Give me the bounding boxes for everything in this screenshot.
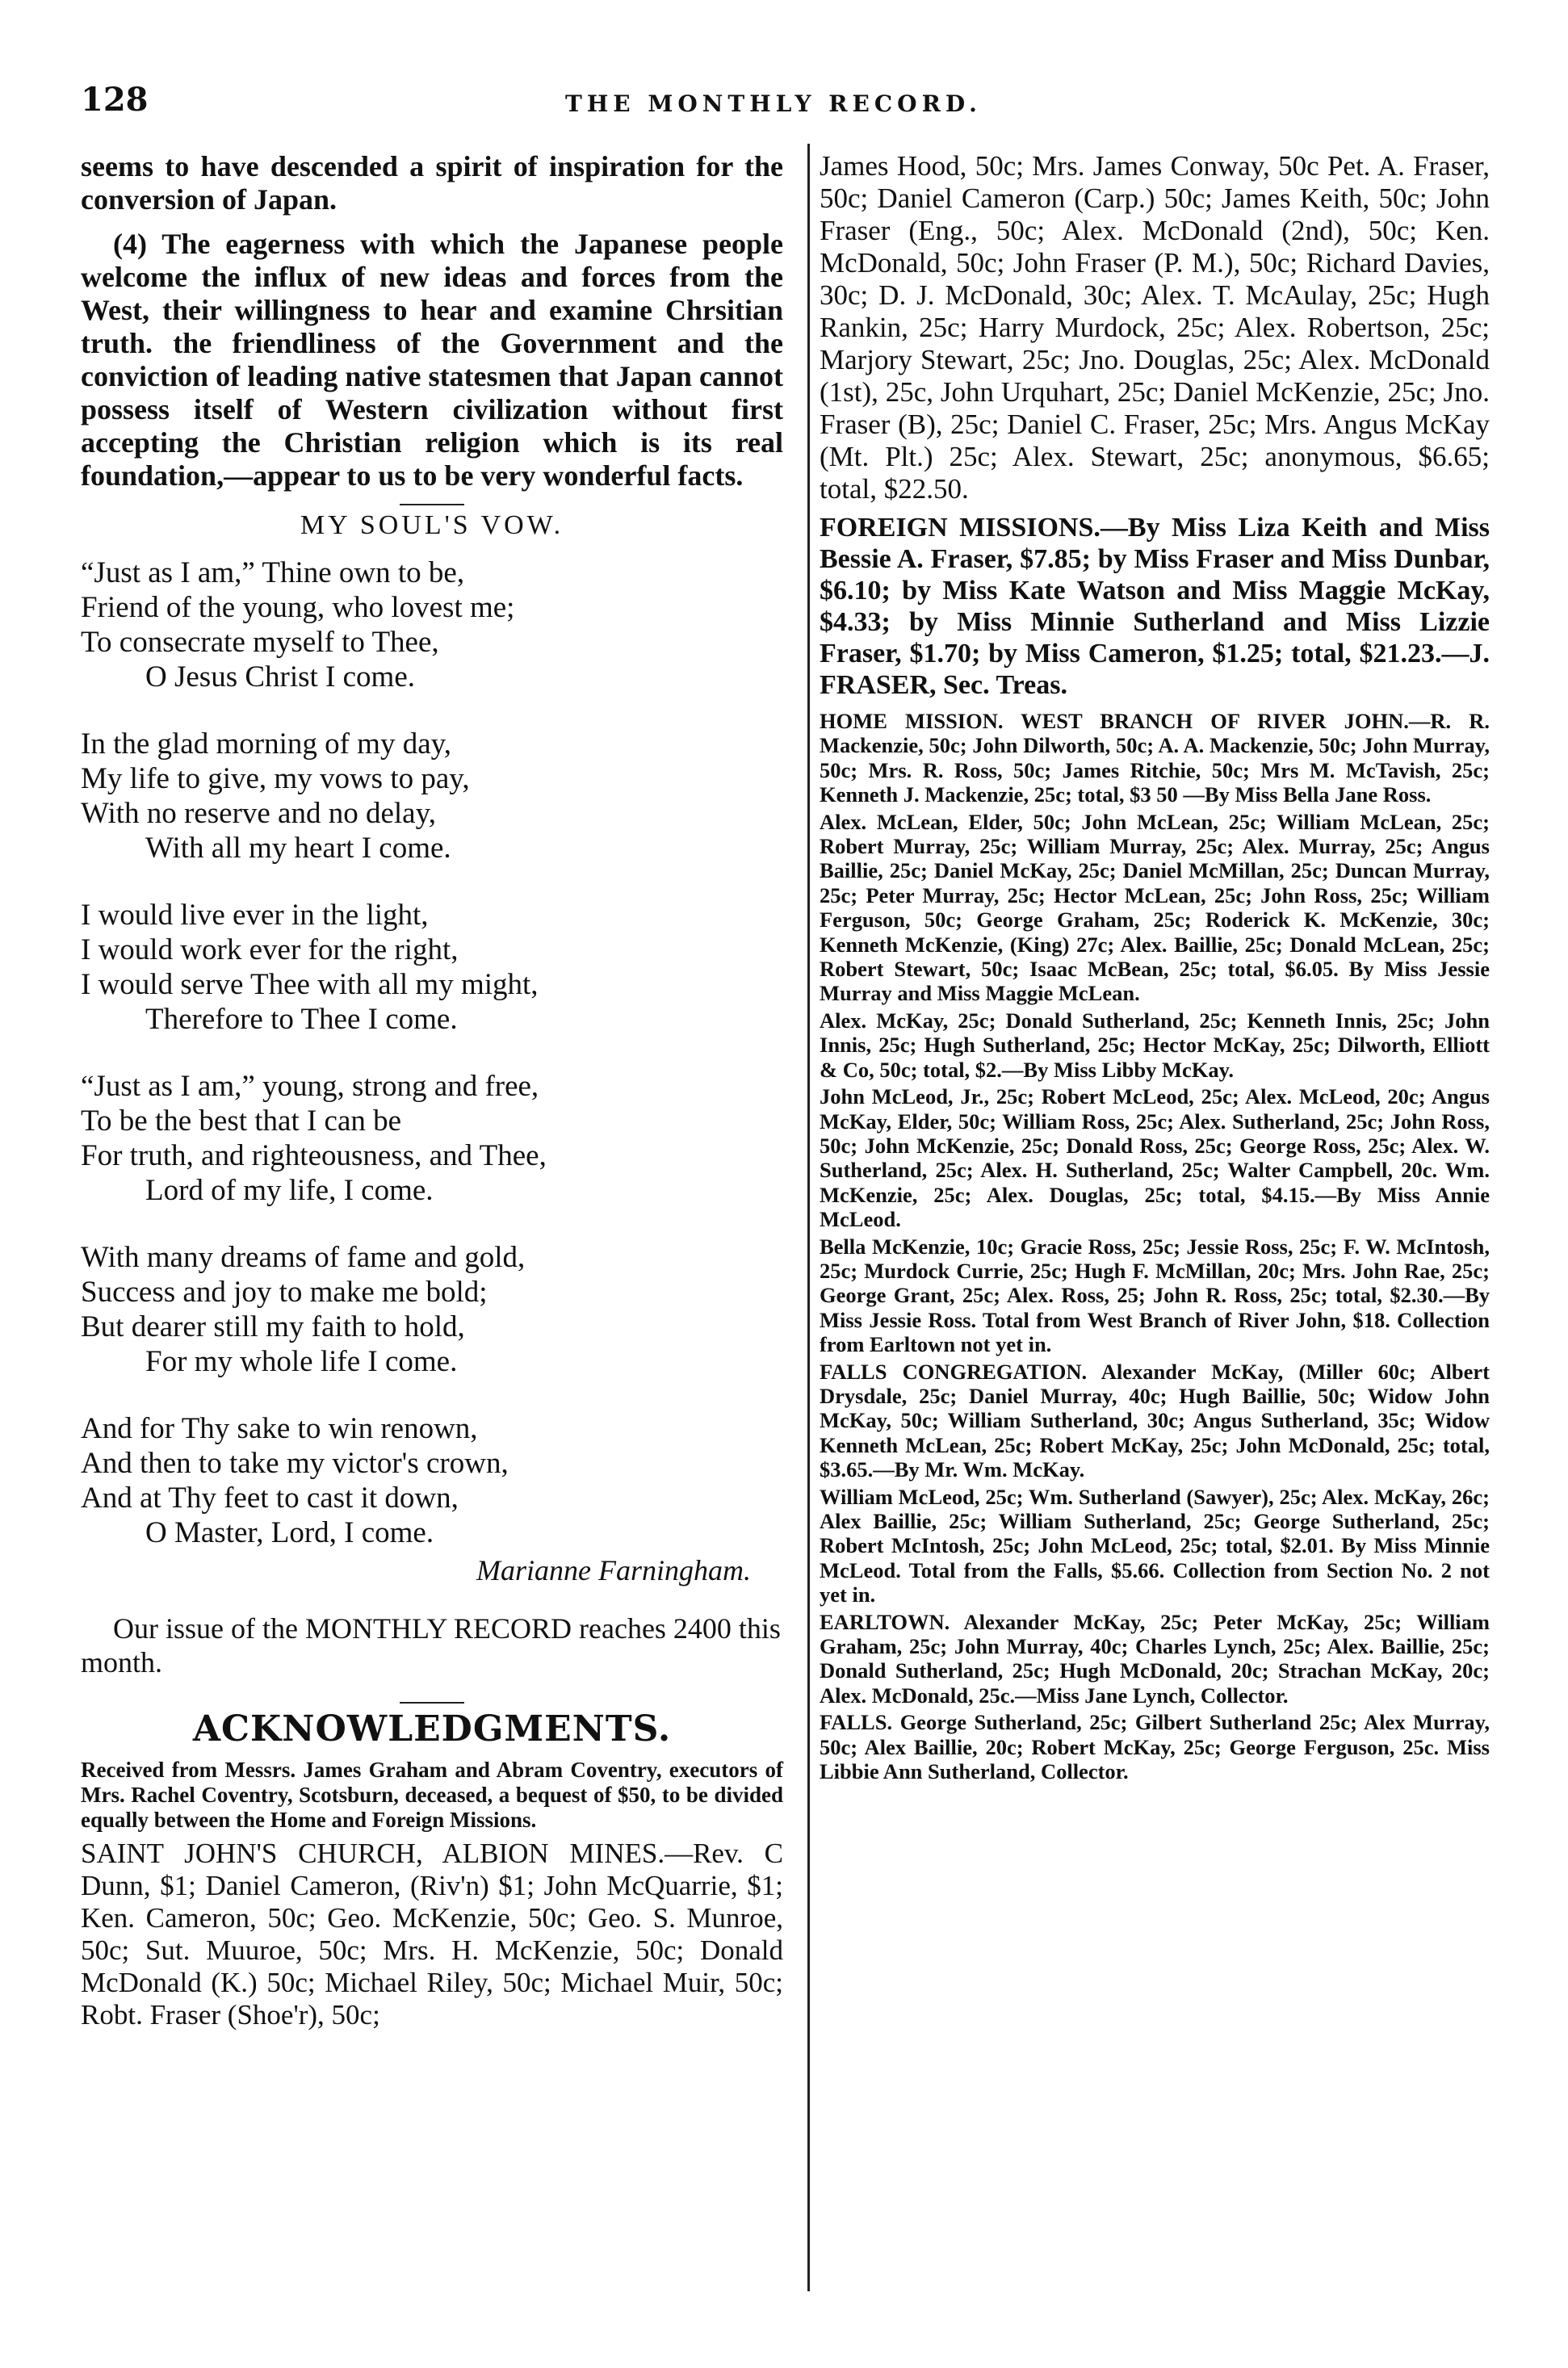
poem-line: I would work ever for the right,: [81, 933, 459, 966]
poem-line: “Just as I am,” young, strong and free,: [81, 1070, 539, 1103]
acknowledgment-entry: SAINT JOHN'S CHURCH, ALBION MINES.—Rev. C Dunn, $1; Daniel Cameron, (Riv'n) $1; John McQuarrie, $1; Ken. Cameron, 50c; Geo. McKenzie, 50c; Geo. S. Munroe, 50c; Sut. Muuroe, 50c; Mrs. H. McKenzie, 50c; Donald McDonald (K.) 50c; Michael Riley, 50c; Michael Muir, 50c; Robt. Fraser (Shoe'r), 50c;: [81, 1838, 783, 2031]
acknowledgment-entry: FALLS. George Sutherland, 25c; Gilbert Sutherland 25c; Alex Murray, 50c; Alex Baillie, 20c; Robert McKay, 25c; George Ferguson, 25c. Miss Libbie Ann Sutherland, Collector.: [820, 1710, 1490, 1784]
poem-line: With no reserve and no delay,: [81, 797, 436, 830]
acknowledgment-entry: EARLTOWN. Alexander McKay, 25c; Peter McKay, 25c; William Graham, 25c; John Murray, 40c; Charles Lynch, 25c; Alex. Baillie, 25c; Donald Sutherland, 25c; Hugh McDonald, 20c; Strachan McKay, 20c; Alex. McDonald, 25c.—Miss Jane Lynch, Collector.: [820, 1609, 1490, 1708]
poem-line: And for Thy sake to win renown,: [81, 1412, 478, 1445]
poem-stanza: [81, 1240, 783, 1379]
section-rule: [400, 504, 464, 505]
poem-line: Success and joy to make me bold;: [81, 1276, 488, 1309]
acknowledgment-entry: FOREIGN MISSIONS.—By Miss Liza Keith and Miss Bessie A. Fraser, $7.85; by Miss Fraser and Miss Dunbar, $6.10; by Miss Kate Watson and Miss Maggie McKay, $4.33; by Miss Minnie Sutherland and Miss Lizzie Fraser, $1.70; by Miss Cameron, $1.25; total, $21.23.—J. FRASER, Sec. Treas.: [820, 513, 1490, 700]
poem-line: In the glad morning of my day,: [81, 727, 451, 761]
acknowledgment-entry: Bella McKenzie, 10c; Gracie Ross, 25c; Jessie Ross, 25c; F. W. McIntosh, 25c; Murdock Currie, 25c; Hugh F. McMillan, 20c; Mrs. John Rae, 25c; George Grant, 25c; Alex. Ross, 25; John R. Ross, 25c; total, $2.30.—By Miss Jessie Ross. Total from West Branch of River John, $18. Collection from Earltown not yet in.: [820, 1234, 1490, 1357]
poem-line: I would serve Thee with all my might,: [81, 968, 539, 1001]
acknowledgment-entry: Alex. McKay, 25c; Donald Sutherland, 25c; Kenneth Innis, 25c; John Innis, 25c; Hugh Sutherland, 25c; Hector McKay, 25c; Dilworth, Elliott & Co, 50c; total, $2.—By Miss Libby McKay.: [820, 1008, 1490, 1082]
acknowledgment-entry: John McLeod, Jr., 25c; Robert McLeod, 25c; Alex. McLeod, 20c; Angus McKay, Elder, 50c; William Ross, 25c; Alex. Sutherland, 25c; John Ross, 50c; John McKenzie, 25c; Donald Ross, 25c; George Ross, 25c; Alex. W. Sutherland, 25c; Alex. H. Sutherland, 25c; Walter Campbell, 20c. Wm. McKenzie, 25c; Alex. Douglas, 25c; total, $4.15.—By Miss Annie McLeod.: [820, 1084, 1490, 1232]
acknowledgment-entry: FALLS CONGREGATION. Alexander McKay, (Miller 60c; Albert Drysdale, 25c; Daniel Murray, 40c; Hugh Baillie, 50c; Widow John McKay, 50c; William Sutherland, 30c; Angus Sutherland, 35c; Widow Kenneth McLean, 25c; Robert McKay, 25c; John McDonald, 25c; total, $3.65.—By Mr. Wm. McKay.: [820, 1359, 1490, 1482]
poem-line: But dearer still my faith to hold,: [81, 1310, 465, 1343]
section-rule: [400, 1702, 464, 1704]
page-number: 128: [81, 81, 149, 119]
poem-line: To consecrate myself to Thee,: [81, 626, 439, 659]
left-column: [81, 150, 783, 2038]
acknowledgments-heading: ACKNOWLEDGMENTS.: [192, 1708, 672, 1750]
poem-line: And then to take my victor's crown,: [81, 1447, 509, 1480]
poem-line: Friend of the young, who lovest me;: [81, 591, 515, 624]
poem-line: “Just as I am,” Thine own to be,: [81, 556, 465, 589]
column-divider: [807, 144, 810, 2291]
poem-line: For truth, and righteousness, and Thee,: [81, 1139, 547, 1172]
issue-note: Our issue of the MONTHLY RECORD reaches 2400 this month.: [81, 1612, 781, 1679]
poem-author: Marianne Farningham.: [476, 1554, 751, 1586]
poem-title: MY SOUL'S VOW.: [300, 510, 564, 540]
acknowledgment-intro: Received from Messrs. James Graham and Abram Coventry, executors of Mrs. Rachel Coventry, Scotsburn, deceased, a bequest of $50, to be divided equally between the Home and Foreign Missions.: [81, 1758, 783, 1832]
running-head: THE MONTHLY RECORD.: [565, 90, 982, 117]
acknowledgment-entry: HOME MISSION. WEST BRANCH OF RIVER JOHN.—R. R. Mackenzie, 50c; John Dilworth, 50c; A. A. Mackenzie, 50c; John Murray, 50c; Mrs. R. Ross, 50c; James Ritchie, 50c; Mrs M. McTavish, 25c; Kenneth J. Mackenzie, 25c; total, $3 50 —By Miss Bella Jane Ross.: [820, 709, 1490, 807]
poem-line: Lord of my life, I come.: [145, 1174, 434, 1207]
poem-stanza: [81, 1411, 783, 1550]
poem-line: To be the best that I can be: [81, 1104, 402, 1138]
poem-line: With all my heart I come.: [145, 832, 451, 865]
poem-line: With many dreams of fame and gold,: [81, 1241, 526, 1274]
poem-line: O Master, Lord, I come.: [145, 1516, 434, 1549]
poem-stanza: [81, 1069, 783, 1208]
poem-line: I would live ever in the light,: [81, 899, 429, 932]
poem-stanza: [81, 555, 783, 694]
right-column: [820, 150, 1490, 1786]
acknowledgment-entry: William McLeod, 25c; Wm. Sutherland (Sawyer), 25c; Alex. McKay, 26c; Alex Baillie, 25c; William Sutherland, 25c; George Sutherland, 25c; Robert McIntosh, 25c; John McLeod, 25c; total, $2.01. By Miss Minnie McLeod. Total from the Falls, $5.66. Collection from Section No. 2 not yet in.: [820, 1484, 1490, 1607]
acknowledgment-entry: Alex. McLean, Elder, 50c; John McLean, 25c; William McLean, 25c; Robert Murray, 25c; William Murray, 25c; Alex. Murray, 25c; Angus Baillie, 25c; Daniel McKay, 25c; Daniel McMillan, 25c; Duncan Murray, 25c; Peter Murray, 25c; Hector McLean, 25c; John Ross, 25c; William Ferguson, 50c; George Graham, 25c; Roderick K. McKenzie, 30c; Kenneth McKenzie, (King) 27c; Alex. Baillie, 25c; Donald McLean, 25c; Robert Stewart, 50c; Isaac McBean, 25c; total, $6.05. By Miss Jessie Murray and Miss Maggie McLean.: [820, 809, 1490, 1006]
poem-stanza: [81, 727, 783, 865]
poem-line: Therefore to Thee I come.: [145, 1003, 458, 1036]
poem-line: For my whole life I come.: [145, 1345, 458, 1378]
poem-line: O Jesus Christ I come.: [145, 660, 415, 694]
poem-line: My life to give, my vows to pay,: [81, 762, 470, 795]
acknowledgment-entry: James Hood, 50c; Mrs. James Conway, 50c Pet. A. Fraser, 50c; Daniel Cameron (Carp.) 50c; James Keith, 50c; John Fraser (Eng., 50c; Alex. McDonald (2nd), 50c; Ken. McDonald, 50c; John Fraser (P. M.), 50c; Richard Davies, 30c; D. J. McDonald, 30c; Alex. T. McAulay, 25c; Hugh Rankin, 25c; Harry Murdock, 25c; Alex. Robertson, 25c; Marjory Stewart, 25c; Jno. Douglas, 25c; Alex. McDonald (1st), 25c, John Urquhart, 25c; Daniel McKenzie, 25c; Jno. Fraser (B), 25c; Daniel C. Fraser, 25c; Mrs. Angus McKay (Mt. Plt.) 25c; Alex. Stewart, 25c; anonymous, $6.65; total, $22.50.: [820, 150, 1490, 505]
left-paragraph-2: (4) The eagerness with which the Japanese people welcome the influx of new ideas and forces from the West, their willingness to hear and examine Chrsitian truth. the friendliness of the Government and the conviction of leading native statesmen that Japan cannot possess itself of Western civilization without first accepting the Christian religion which is its real foundation,—appear to us to be very wonderful facts.: [81, 228, 783, 492]
poem-stanza: [81, 898, 783, 1037]
poem-line: And at Thy feet to cast it down,: [81, 1482, 459, 1515]
left-paragraph-1: seems to have descended a spirit of inspiration for the conversion of Japan.: [81, 150, 783, 216]
